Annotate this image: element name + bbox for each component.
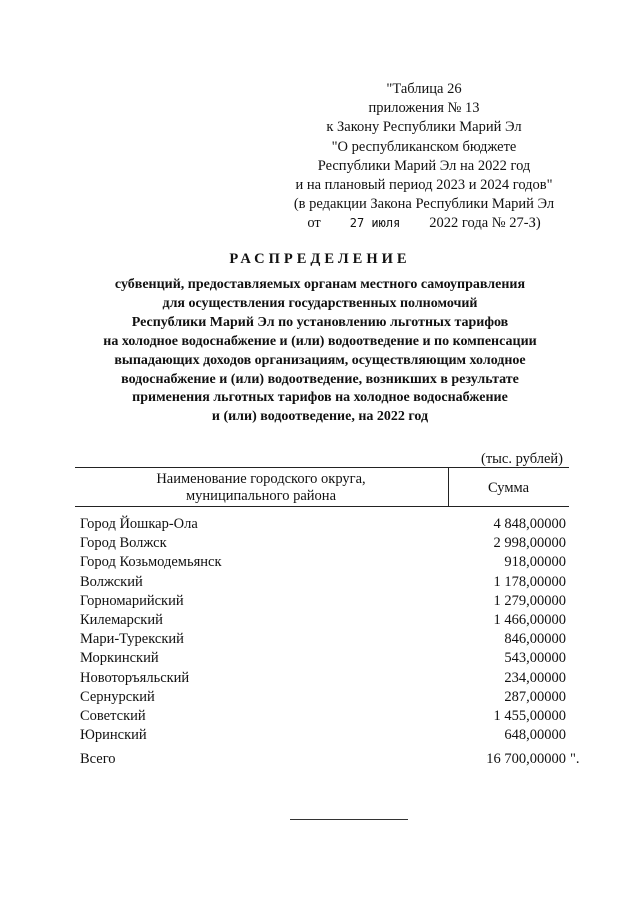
row-sum: 1 455,00000 — [493, 707, 566, 724]
table-body — [80, 516, 566, 746]
header-line: "Таблица 26 — [386, 81, 462, 97]
units-label: (тыс. рублей) — [481, 451, 563, 467]
row-name: Город Йошкар-Ола — [80, 516, 198, 532]
row-name: Килемарский — [80, 611, 163, 628]
row-sum: 1 279,00000 — [493, 592, 566, 609]
header-line: "О республиканском бюджете — [331, 138, 517, 155]
row-name: Горномарийский — [80, 592, 184, 609]
closing-quote: ". — [570, 751, 580, 767]
row-sum: 4 848,00000 — [493, 516, 566, 532]
row-name: Новоторъяльский — [80, 669, 190, 686]
header-line: Республики Марий Эл на 2022 год — [317, 157, 531, 174]
row-name: Город Козьмодемьянск — [80, 554, 222, 571]
table-row — [80, 516, 566, 535]
subtitle-line: для осуществления государственных полномочий — [162, 295, 478, 311]
appendix-header — [274, 80, 574, 234]
column-header-sum: Сумма — [487, 480, 530, 496]
subtitle-line: применения льготных тарифов на холодное водоснабжение — [132, 390, 508, 406]
table-row — [80, 708, 566, 727]
subtitle-line: и (или) водоотведение, на 2022 год — [211, 409, 429, 425]
table-top-rule — [75, 467, 569, 468]
header-line: к Закону Республики Марий Эл — [326, 119, 522, 136]
row-sum: 846,00000 — [504, 631, 566, 648]
row-name: Волжский — [80, 573, 143, 590]
row-sum: 918,00000 — [504, 554, 566, 571]
header-date-line — [274, 214, 574, 233]
table-row — [80, 689, 566, 708]
column-header-name — [78, 471, 444, 505]
table-row — [80, 593, 566, 612]
table-row — [80, 554, 566, 573]
subtitle-line: водоснабжение и (или) водоотведение, возникших в результате — [121, 371, 519, 387]
date-prefix: от — [307, 215, 321, 232]
subtitle-line: Республики Марий Эл по установлению льготных тарифов — [131, 314, 509, 330]
header-line: приложения № 13 — [368, 100, 480, 117]
table-row — [80, 650, 566, 669]
table-row — [80, 670, 566, 689]
row-name: Город Волжск — [80, 535, 167, 552]
row-name: Советский — [80, 707, 146, 724]
end-separator-line — [290, 819, 408, 820]
subtitle-line: субвенций, предоставляемых органам местного самоуправления — [114, 277, 526, 292]
row-sum: 234,00000 — [504, 669, 566, 686]
total-row — [80, 751, 580, 771]
row-sum: 1 178,00000 — [493, 573, 566, 590]
row-name: Моркинский — [80, 650, 159, 667]
table-header-rule — [75, 506, 569, 507]
table-row — [80, 612, 566, 631]
date-suffix: 2022 года № 27-З) — [429, 215, 541, 232]
table-row — [80, 727, 566, 746]
row-sum: 543,00000 — [504, 650, 566, 667]
document-title: РАСПРЕДЕЛЕНИЕ — [229, 251, 411, 267]
table-row — [80, 631, 566, 650]
subtitle-line: на холодное водоснабжение и (или) водоотведение и по компенсации — [103, 333, 537, 349]
table-row — [80, 574, 566, 593]
total-label: Всего — [80, 751, 116, 767]
row-sum: 2 998,00000 — [493, 535, 566, 552]
total-sum: 16 700,00000 — [486, 751, 566, 767]
header-line: и на плановый период 2023 и 2024 годов" — [295, 177, 553, 194]
subtitle-line: выпадающих доходов организациям, осуществляющим холодное — [114, 352, 526, 368]
row-sum: 648,00000 — [504, 727, 566, 744]
document-subtitle — [0, 276, 640, 427]
date-handwritten: 27 июля — [349, 216, 401, 231]
row-name: Юринский — [80, 727, 147, 744]
header-line: (в редакции Закона Республики Марий Эл — [293, 196, 555, 213]
table-row — [80, 535, 566, 554]
row-sum: 287,00000 — [504, 688, 566, 705]
row-name: Мари-Турекский — [80, 631, 184, 648]
row-sum: 1 466,00000 — [493, 611, 566, 628]
column-header-name-line: муниципального района — [186, 488, 336, 504]
row-name: Сернурский — [80, 688, 155, 705]
column-header-name-line: Наименование городского округа, — [156, 471, 366, 487]
